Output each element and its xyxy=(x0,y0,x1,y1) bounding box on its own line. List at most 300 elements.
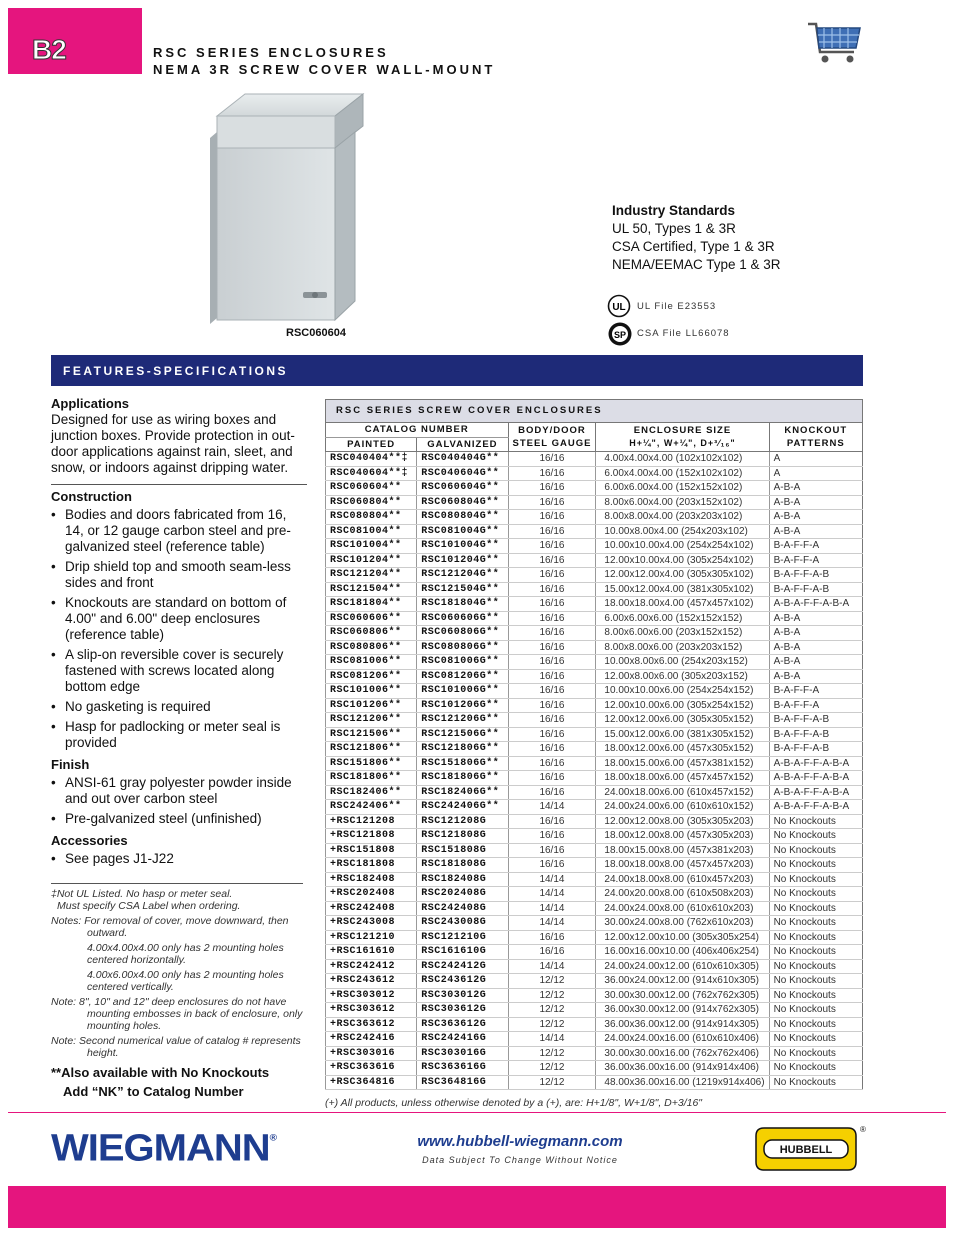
gauge-cell: 16/16 xyxy=(508,510,596,525)
gauge-cell: 16/16 xyxy=(508,495,596,510)
list-item: • Knockouts are standard on bottom of 4.00" and 6.00" deep enclosures (reference table) xyxy=(51,595,307,643)
gauge-cell: 16/16 xyxy=(508,481,596,496)
wiegmann-logo xyxy=(51,1127,276,1170)
table-row xyxy=(326,466,863,481)
table-row xyxy=(326,611,863,626)
size-cell: 36.00x30.00x12.00 (914x762x305) xyxy=(596,1003,769,1018)
size-cell: 24.00x24.00x12.00 (610x610x305) xyxy=(596,959,769,974)
painted-cell: +RSC242408 xyxy=(326,901,417,916)
knockout-header xyxy=(769,423,862,452)
painted-cell: RSC101004** xyxy=(326,539,417,554)
applications-text: Designed for use as wiring boxes and junction boxes. Provide protection in out-door applications against rain, sleet, and snow, or indoors against dripping water. xyxy=(51,412,295,475)
finish-title: Finish xyxy=(51,757,90,772)
gauge-header xyxy=(508,423,596,452)
table-row xyxy=(326,742,863,757)
page-tab xyxy=(8,8,142,74)
painted-cell: RSC060804** xyxy=(326,495,417,510)
knockout-cell: No Knockouts xyxy=(769,1032,862,1047)
gauge-cell: 16/16 xyxy=(508,466,596,481)
size-cell: 15.00x12.00x4.00 (381x305x102) xyxy=(596,582,769,597)
list-item: • A slip-on reversible cover is securely fastened with screws located along bottom edge xyxy=(51,647,307,695)
table-row xyxy=(326,539,863,554)
knockout-cell: A-B-A xyxy=(769,495,862,510)
size-cell: 16.00x16.00x10.00 (406x406x254) xyxy=(596,945,769,960)
knockout-cell: A-B-A-F-F-A-B-A xyxy=(769,597,862,612)
nk-line-1: **Also available with No Knockouts xyxy=(51,1065,270,1080)
painted-cell: RSC060604** xyxy=(326,481,417,496)
galvanized-cell: RSC303016G xyxy=(417,1046,508,1061)
size-cell: 18.00x18.00x8.00 (457x457x203) xyxy=(596,858,769,873)
painted-cell: +RSC202408 xyxy=(326,887,417,902)
size-cell: 8.00x6.00x4.00 (203x152x102) xyxy=(596,495,769,510)
galvanized-cell: RSC181806G** xyxy=(417,771,508,786)
size-cell: 6.00x6.00x4.00 (152x152x102) xyxy=(596,481,769,496)
galvanized-cell: RSC242416G xyxy=(417,1032,508,1047)
notes-block xyxy=(51,883,303,1103)
section-bar xyxy=(51,355,863,386)
size-cell: 6.00x4.00x4.00 (152x102x102) xyxy=(596,466,769,481)
size-cell: 12.00x10.00x4.00 (305x254x102) xyxy=(596,553,769,568)
galvanized-cell: RSC040404G** xyxy=(417,452,508,467)
painted-cell: +RSC182408 xyxy=(326,872,417,887)
table-row xyxy=(326,872,863,887)
knockout-cell: A-B-A xyxy=(769,524,862,539)
galvanized-cell: RSC060804G** xyxy=(417,495,508,510)
knockout-cell: B-A-F-F-A-B xyxy=(769,713,862,728)
list-item: • Hasp for padlocking or meter seal is provided xyxy=(51,719,307,751)
note-height: Note: Second numerical value of catalog # represents height. xyxy=(51,1035,301,1059)
painted-cell: +RSC121808 xyxy=(326,829,417,844)
galvanized-cell: RSC182406G** xyxy=(417,785,508,800)
painted-cell: RSC121206** xyxy=(326,713,417,728)
accessories-title: Accessories xyxy=(51,833,128,848)
table-row xyxy=(326,1032,863,1047)
painted-cell: RSC060806** xyxy=(326,626,417,641)
gauge-cell: 16/16 xyxy=(508,669,596,684)
gauge-cell: 16/16 xyxy=(508,640,596,655)
note-deep: Note: 8", 10" and 12" deep enclosures do not have mounting embosses in back of enclosure, only mounting holes. xyxy=(51,996,303,1032)
size-cell: 18.00x18.00x6.00 (457x457x152) xyxy=(596,771,769,786)
galvanized-cell: RSC060606G** xyxy=(417,611,508,626)
table-row xyxy=(326,829,863,844)
table-row xyxy=(326,843,863,858)
knockout-cell: No Knockouts xyxy=(769,887,862,902)
table-row xyxy=(326,771,863,786)
size-cell: 4.00x4.00x4.00 (102x102x102) xyxy=(596,452,769,467)
knockout-cell: No Knockouts xyxy=(769,1075,862,1090)
painted-cell: RSC081006** xyxy=(326,655,417,670)
table-row xyxy=(326,713,863,728)
table-row xyxy=(326,510,863,525)
knockout-cell: A-B-A-F-F-A-B-A xyxy=(769,771,862,786)
page-header xyxy=(153,44,495,78)
table-row xyxy=(326,756,863,771)
gauge-cell: 16/16 xyxy=(508,626,596,641)
painted-cell: +RSC151808 xyxy=(326,843,417,858)
painted-cell: +RSC243008 xyxy=(326,916,417,931)
painted-cell: +RSC363616 xyxy=(326,1061,417,1076)
gauge-cell: 16/16 xyxy=(508,727,596,742)
size-cell: 24.00x24.00x16.00 (610x610x406) xyxy=(596,1032,769,1047)
gauge-cell: 16/16 xyxy=(508,756,596,771)
painted-cell: RSC101204** xyxy=(326,553,417,568)
size-cell: 24.00x18.00x6.00 (610x457x152) xyxy=(596,785,769,800)
page-number: B2 xyxy=(32,34,66,65)
galvanized-cell: RSC121204G** xyxy=(417,568,508,583)
gauge-cell: 16/16 xyxy=(508,539,596,554)
size-cell: 30.00x24.00x8.00 (762x610x203) xyxy=(596,916,769,931)
construction-title: Construction xyxy=(51,489,132,504)
catalog-number-header: CATALOG NUMBER xyxy=(326,423,509,438)
footer-rule xyxy=(8,1112,946,1113)
knockout-cell: A-B-A xyxy=(769,669,862,684)
painted-cell: +RSC303012 xyxy=(326,988,417,1003)
standard-line: NEMA/EEMAC Type 1 & 3R xyxy=(612,257,781,272)
knockout-cell: No Knockouts xyxy=(769,945,862,960)
size-cell: 18.00x18.00x4.00 (457x457x102) xyxy=(596,597,769,612)
knockout-cell: B-A-F-F-A xyxy=(769,553,862,568)
spec-table xyxy=(325,399,863,1090)
table-row xyxy=(326,901,863,916)
size-cell: 24.00x24.00x8.00 (610x610x203) xyxy=(596,901,769,916)
size-cell: 12.00x12.00x10.00 (305x305x254) xyxy=(596,930,769,945)
galvanized-cell: RSC121210G xyxy=(417,930,508,945)
knockout-cell: No Knockouts xyxy=(769,930,862,945)
table-row xyxy=(326,858,863,873)
painted-cell: RSC181804** xyxy=(326,597,417,612)
brand-text: WIEGMANN xyxy=(51,1127,270,1169)
galvanized-cell: RSC101004G** xyxy=(417,539,508,554)
table-row xyxy=(326,1003,863,1018)
table-row xyxy=(326,988,863,1003)
gauge-cell: 16/16 xyxy=(508,771,596,786)
gauge-cell: 16/16 xyxy=(508,611,596,626)
table-row xyxy=(326,655,863,670)
finish-list xyxy=(51,775,307,827)
knockout-cell: No Knockouts xyxy=(769,829,862,844)
galvanized-cell: RSC040604G** xyxy=(417,466,508,481)
galvanized-cell: RSC364816G xyxy=(417,1075,508,1090)
knockout-cell: No Knockouts xyxy=(769,843,862,858)
size-cell: 10.00x10.00x6.00 (254x254x152) xyxy=(596,684,769,699)
knockout-cell: No Knockouts xyxy=(769,1017,862,1032)
table-row xyxy=(326,481,863,496)
table-row xyxy=(326,1061,863,1076)
section-title: FEATURES-SPECIFICATIONS xyxy=(63,364,289,378)
painted-cell: +RSC121208 xyxy=(326,814,417,829)
size-cell: 10.00x8.00x6.00 (254x203x152) xyxy=(596,655,769,670)
table-row xyxy=(326,974,863,989)
header-text: STEEL GAUGE xyxy=(512,438,592,449)
painted-cell: +RSC242416 xyxy=(326,1032,417,1047)
gauge-cell: 16/16 xyxy=(508,655,596,670)
csa-file: CSA File LL66078 xyxy=(637,328,730,339)
header-text: PATTERNS xyxy=(786,438,845,449)
table-row xyxy=(326,669,863,684)
table-row xyxy=(326,684,863,699)
size-cell: 10.00x8.00x4.00 (254x203x102) xyxy=(596,524,769,539)
painted-cell: RSC080804** xyxy=(326,510,417,525)
table-row xyxy=(326,1017,863,1032)
csa-logo-icon xyxy=(607,321,633,347)
painted-cell: +RSC303612 xyxy=(326,1003,417,1018)
partner-name: HUBBELL xyxy=(779,1144,833,1156)
hubbell-reg: ® xyxy=(860,1125,866,1134)
list-item: • ANSI-61 gray polyester powder inside and out over carbon steel xyxy=(51,775,307,807)
construction-list xyxy=(51,507,307,751)
knockout-cell: A-B-A xyxy=(769,611,862,626)
knockout-cell: A-B-A-F-F-A-B-A xyxy=(769,785,862,800)
galvanized-header: GALVANIZED xyxy=(417,437,508,452)
knockout-cell: A-B-A xyxy=(769,481,862,496)
header-line-1: RSC SERIES ENCLOSURES xyxy=(153,45,389,60)
header-text: ENCLOSURE SIZE xyxy=(633,424,732,436)
gauge-cell: 16/16 xyxy=(508,930,596,945)
painted-cell: RSC040404**‡ xyxy=(326,452,417,467)
standard-line: CSA Certified, Type 1 & 3R xyxy=(612,239,775,254)
gauge-cell: 16/16 xyxy=(508,568,596,583)
size-cell: 12.00x12.00x8.00 (305x305x203) xyxy=(596,814,769,829)
table-row xyxy=(326,1046,863,1061)
gauge-cell: 12/12 xyxy=(508,988,596,1003)
size-cell: 18.00x15.00x6.00 (457x381x152) xyxy=(596,756,769,771)
table-row xyxy=(326,945,863,960)
galvanized-cell: RSC081004G** xyxy=(417,524,508,539)
galvanized-cell: RSC101206G** xyxy=(417,698,508,713)
note-hasp xyxy=(51,888,303,912)
gauge-cell: 12/12 xyxy=(508,1003,596,1018)
galvanized-cell: RSC081006G** xyxy=(417,655,508,670)
table-row xyxy=(326,785,863,800)
ul-mark: UL xyxy=(612,302,626,313)
galvanized-cell: RSC242412G xyxy=(417,959,508,974)
gauge-cell: 14/14 xyxy=(508,872,596,887)
list-item: • No gasketing is required xyxy=(51,699,307,715)
knockout-cell: No Knockouts xyxy=(769,988,862,1003)
ul-logo-icon xyxy=(607,294,631,318)
painted-cell: +RSC364816 xyxy=(326,1075,417,1090)
painted-cell: RSC040604**‡ xyxy=(326,466,417,481)
gauge-cell: 12/12 xyxy=(508,1075,596,1090)
galvanized-cell: RSC121206G** xyxy=(417,713,508,728)
galvanized-cell: RSC080804G** xyxy=(417,510,508,525)
gauge-cell: 16/16 xyxy=(508,713,596,728)
shopping-cart-icon[interactable] xyxy=(806,18,864,66)
ul-file: UL File E23553 xyxy=(637,301,717,312)
galvanized-cell: RSC303612G xyxy=(417,1003,508,1018)
galvanized-cell: RSC060604G** xyxy=(417,481,508,496)
table-row xyxy=(326,916,863,931)
galvanized-cell: RSC161610G xyxy=(417,945,508,960)
knockout-cell: No Knockouts xyxy=(769,858,862,873)
painted-cell: RSC101006** xyxy=(326,684,417,699)
size-cell: 6.00x6.00x6.00 (152x152x152) xyxy=(596,611,769,626)
note-cover: Notes: For removal of cover, move downward, then outward. xyxy=(51,915,289,939)
painted-cell: +RSC161610 xyxy=(326,945,417,960)
accessories-list xyxy=(51,851,307,867)
knockout-cell: No Knockouts xyxy=(769,901,862,916)
table-row xyxy=(326,582,863,597)
knockout-cell: No Knockouts xyxy=(769,916,862,931)
knockout-cell: B-A-F-F-A xyxy=(769,684,862,699)
size-cell: 30.00x30.00x16.00 (762x762x406) xyxy=(596,1046,769,1061)
knockout-cell: No Knockouts xyxy=(769,1046,862,1061)
galvanized-cell: RSC060806G** xyxy=(417,626,508,641)
note-mounting-b: 4.00x6.00x4.00 only has 2 mounting holes centered vertically. xyxy=(87,969,284,993)
standard-line: UL 50, Types 1 & 3R xyxy=(612,221,736,236)
note-mounting-a: 4.00x4.00x4.00 only has 2 mounting holes centered horizontally. xyxy=(87,942,284,966)
table-row xyxy=(326,495,863,510)
knockout-cell: A-B-A xyxy=(769,626,862,641)
knockout-cell: B-A-F-F-A-B xyxy=(769,727,862,742)
galvanized-cell: RSC121504G** xyxy=(417,582,508,597)
table-title: RSC SERIES SCREW COVER ENCLOSURES xyxy=(326,400,863,423)
galvanized-cell: RSC363612G xyxy=(417,1017,508,1032)
table-row xyxy=(326,727,863,742)
painted-cell: RSC121204** xyxy=(326,568,417,583)
gauge-cell: 16/16 xyxy=(508,684,596,699)
knockout-cell: No Knockouts xyxy=(769,1003,862,1018)
knockout-cell: B-A-F-F-A-B xyxy=(769,742,862,757)
table-row xyxy=(326,814,863,829)
knockout-cell: A xyxy=(769,452,862,467)
galvanized-cell: RSC181804G** xyxy=(417,597,508,612)
gauge-cell: 12/12 xyxy=(508,1046,596,1061)
table-row xyxy=(326,553,863,568)
size-cell: 18.00x15.00x8.00 (457x381x203) xyxy=(596,843,769,858)
knockout-cell: No Knockouts xyxy=(769,1061,862,1076)
size-cell: 24.00x20.00x8.00 (610x508x203) xyxy=(596,887,769,902)
galvanized-cell: RSC242406G** xyxy=(417,800,508,815)
painted-cell: RSC081206** xyxy=(326,669,417,684)
size-cell: 24.00x18.00x8.00 (610x457x203) xyxy=(596,872,769,887)
gauge-cell: 16/16 xyxy=(508,582,596,597)
csa-mark: SP xyxy=(613,330,627,340)
gauge-cell: 16/16 xyxy=(508,452,596,467)
knockout-cell: A xyxy=(769,466,862,481)
nk-line-2: Add “NK” to Catalog Number xyxy=(63,1084,244,1099)
header-text: BODY/DOOR xyxy=(518,424,586,436)
table-row xyxy=(326,698,863,713)
knockout-cell: No Knockouts xyxy=(769,959,862,974)
size-cell: 36.00x36.00x16.00 (914x914x406) xyxy=(596,1061,769,1076)
footer-bar xyxy=(8,1186,946,1228)
painted-cell: RSC182406** xyxy=(326,785,417,800)
knockout-cell: No Knockouts xyxy=(769,872,862,887)
galvanized-cell: RSC182408G xyxy=(417,872,508,887)
size-header xyxy=(596,423,769,452)
table-row xyxy=(326,597,863,612)
industry-standards xyxy=(612,202,781,274)
size-cell: 12.00x12.00x4.00 (305x305x102) xyxy=(596,568,769,583)
painted-cell: RSC060606** xyxy=(326,611,417,626)
header-text: KNOCKOUT xyxy=(784,424,848,436)
painted-cell: RSC121506** xyxy=(326,727,417,742)
table-body xyxy=(326,452,863,1090)
list-item: • Pre-galvanized steel (unfinished) xyxy=(51,811,307,827)
size-cell: 10.00x10.00x4.00 (254x254x102) xyxy=(596,539,769,554)
galvanized-cell: RSC121808G xyxy=(417,829,508,844)
table-row xyxy=(326,930,863,945)
galvanized-cell: RSC243008G xyxy=(417,916,508,931)
galvanized-cell: RSC121208G xyxy=(417,814,508,829)
gauge-cell: 14/14 xyxy=(508,959,596,974)
table-row xyxy=(326,626,863,641)
painted-cell: RSC080806** xyxy=(326,640,417,655)
table-row xyxy=(326,568,863,583)
galvanized-cell: RSC181808G xyxy=(417,858,508,873)
size-cell: 15.00x12.00x6.00 (381x305x152) xyxy=(596,727,769,742)
gauge-cell: 16/16 xyxy=(508,597,596,612)
size-cell: 12.00x8.00x6.00 (305x203x152) xyxy=(596,669,769,684)
gauge-cell: 16/16 xyxy=(508,785,596,800)
painted-cell: +RSC243612 xyxy=(326,974,417,989)
knockout-cell: B-A-F-F-A-B xyxy=(769,568,862,583)
gauge-cell: 16/16 xyxy=(508,814,596,829)
size-cell: 24.00x24.00x6.00 (610x610x152) xyxy=(596,800,769,815)
size-cell: 8.00x8.00x6.00 (203x203x152) xyxy=(596,640,769,655)
gauge-cell: 16/16 xyxy=(508,843,596,858)
galvanized-cell: RSC151808G xyxy=(417,843,508,858)
size-cell: 18.00x12.00x6.00 (457x305x152) xyxy=(596,742,769,757)
knockout-cell: B-A-F-F-A xyxy=(769,698,862,713)
knockout-cell: A-B-A xyxy=(769,655,862,670)
knockout-cell: A-B-A-F-F-A-B-A xyxy=(769,756,862,771)
brand-reg: ® xyxy=(269,1132,277,1144)
size-cell: 48.00x36.00x16.00 (1219x914x406) xyxy=(596,1075,769,1090)
table-row xyxy=(326,640,863,655)
size-cell: 30.00x30.00x12.00 (762x762x305) xyxy=(596,988,769,1003)
painted-cell: RSC242406** xyxy=(326,800,417,815)
gauge-cell: 16/16 xyxy=(508,698,596,713)
list-item: • Bodies and doors fabricated from 16, 14, or 12 gauge carbon steel and pre-galvanized steel (reference table) xyxy=(51,507,307,555)
knockout-cell: A-B-A xyxy=(769,640,862,655)
gauge-cell: 14/14 xyxy=(508,901,596,916)
gauge-cell: 14/14 xyxy=(508,800,596,815)
size-cell: 36.00x36.00x12.00 (914x914x305) xyxy=(596,1017,769,1032)
disclaimer: Data Subject To Change Without Notice xyxy=(422,1155,618,1165)
galvanized-cell: RSC101006G** xyxy=(417,684,508,699)
painted-cell: RSC121806** xyxy=(326,742,417,757)
galvanized-cell: RSC151806G** xyxy=(417,756,508,771)
galvanized-cell: RSC363616G xyxy=(417,1061,508,1076)
knockout-cell: A-B-A xyxy=(769,510,862,525)
table-row xyxy=(326,1075,863,1090)
list-item: • See pages J1-J22 xyxy=(51,851,307,867)
gauge-cell: 16/16 xyxy=(508,742,596,757)
gauge-cell: 16/16 xyxy=(508,945,596,960)
product-caption: RSC060604 xyxy=(286,327,346,339)
website-link[interactable]: www.hubbell-wiegmann.com xyxy=(417,1133,623,1150)
painted-cell: +RSC363612 xyxy=(326,1017,417,1032)
gauge-cell: 14/14 xyxy=(508,887,596,902)
galvanized-cell: RSC242408G xyxy=(417,901,508,916)
gauge-cell: 16/16 xyxy=(508,553,596,568)
galvanized-cell: RSC081206G** xyxy=(417,669,508,684)
gauge-cell: 16/16 xyxy=(508,858,596,873)
gauge-cell: 14/14 xyxy=(508,1032,596,1047)
no-knockouts-note xyxy=(51,1065,303,1100)
note-text: ‡Not UL Listed. No hasp or meter seal. xyxy=(51,888,233,900)
gauge-cell: 14/14 xyxy=(508,916,596,931)
size-cell: 8.00x8.00x4.00 (203x203x102) xyxy=(596,510,769,525)
knockout-cell: B-A-F-F-A xyxy=(769,539,862,554)
knockout-cell: B-A-F-F-A-B xyxy=(769,582,862,597)
galvanized-cell: RSC202408G xyxy=(417,887,508,902)
galvanized-cell: RSC303012G xyxy=(417,988,508,1003)
knockout-cell: A-B-A-F-F-A-B-A xyxy=(769,800,862,815)
galvanized-cell: RSC121506G** xyxy=(417,727,508,742)
